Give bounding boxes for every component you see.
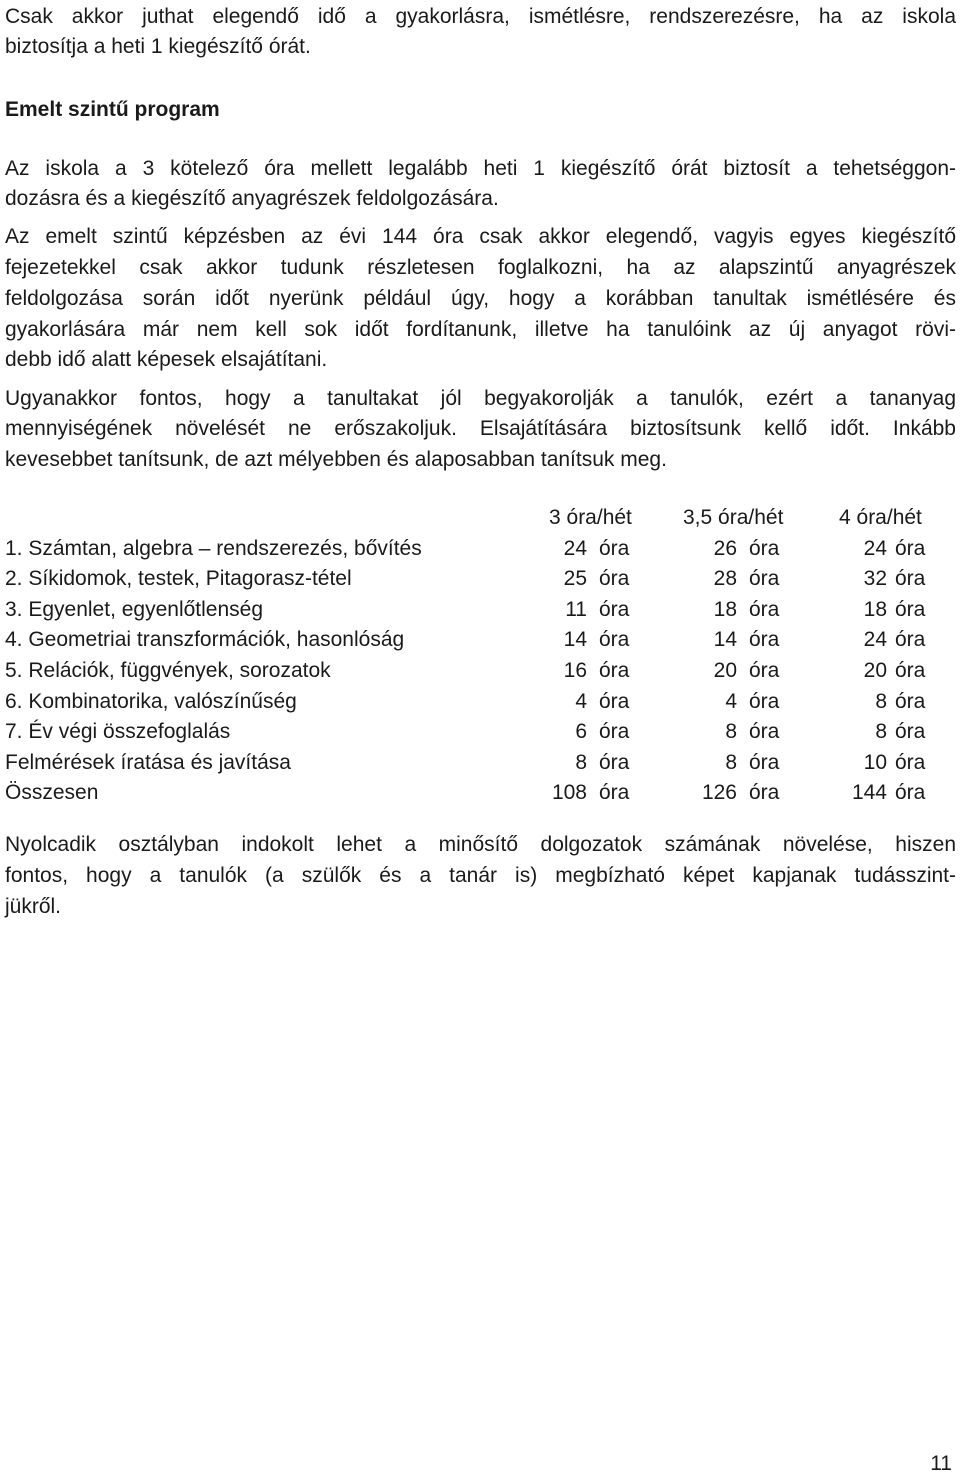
row-label: 7. Év végi összefoglalás <box>5 720 231 744</box>
table-row <box>5 748 930 779</box>
para2-line-4: gyakorlására már nem kell sok időt fordítanunk, illetve ha tanulóink az új anyagot rövi- <box>5 318 956 341</box>
para3-line-2: mennyiségének növelését ne erőszakoljuk. Elsajátítására biztosítsunk kellő időt. Inkább <box>5 417 956 440</box>
para4-line-3: jükről. <box>5 895 62 918</box>
table-row <box>5 534 930 565</box>
unit: óra <box>749 689 780 713</box>
para2-line-1: Az emelt szintű képzésben az évi 144 óra csak akkor elegendő, vagyis egyes kiegészítő <box>5 225 956 248</box>
para2-line-3: feldolgozása során időt nyerünk például úgy, hogy a korábban tanultak ismétlésére és <box>5 287 956 310</box>
unit: óra <box>599 567 630 591</box>
unit: óra <box>749 750 780 774</box>
para2-line-5: debb idő alatt képesek elsajátítani. <box>5 348 328 371</box>
table-row <box>5 687 930 718</box>
unit: óra <box>749 567 780 591</box>
column-header-3-hours: 3 óra/hét <box>549 506 632 529</box>
hours-4: 24 <box>863 536 887 560</box>
page-number: 11 <box>930 1452 952 1475</box>
hours-3-5: 18 <box>713 597 737 621</box>
hours-3: 14 <box>563 628 587 652</box>
hours-4: 144 <box>851 781 887 805</box>
unit: óra <box>895 689 926 713</box>
unit: óra <box>895 567 926 591</box>
hours-3: 4 <box>575 689 587 713</box>
hours-3-5: 28 <box>713 567 737 591</box>
intro-line-2: biztosítja a heti 1 kiegészítő órát. <box>5 35 311 58</box>
unit: óra <box>895 720 926 744</box>
row-label: 3. Egyenlet, egyenlőtlenség <box>5 597 264 621</box>
unit: óra <box>749 658 780 682</box>
unit: óra <box>599 628 630 652</box>
table-row <box>5 717 930 748</box>
hours-4: 20 <box>863 658 887 682</box>
hours-3-5: 20 <box>713 658 737 682</box>
hours-3: 25 <box>563 567 587 591</box>
hours-3: 6 <box>575 720 587 744</box>
unit: óra <box>749 628 780 652</box>
row-label: 2. Síkidomok, testek, Pitagorasz-tétel <box>5 567 352 591</box>
unit: óra <box>895 628 926 652</box>
unit: óra <box>599 536 630 560</box>
table-row <box>5 595 930 626</box>
para1-line-2: dozásra és a kiegészítő anyagrészek feldolgozására. <box>5 187 499 210</box>
hours-3: 24 <box>563 536 587 560</box>
hours-4: 18 <box>863 597 887 621</box>
unit: óra <box>749 720 780 744</box>
unit: óra <box>895 597 926 621</box>
hours-3-5: 126 <box>701 781 737 805</box>
unit: óra <box>749 781 780 805</box>
hours-4: 8 <box>875 720 887 744</box>
unit: óra <box>599 597 630 621</box>
para4-line-2: fontos, hogy a tanulók (a szülők és a tanár is) megbízható képet kapjanak tudásszint- <box>5 864 956 887</box>
unit: óra <box>599 658 630 682</box>
hours-4: 10 <box>863 750 887 774</box>
unit: óra <box>895 781 926 805</box>
row-label: Felmérések íratása és javítása <box>5 750 291 774</box>
unit: óra <box>749 536 780 560</box>
intro-line-1: Csak akkor juthat elegendő idő a gyakorlásra, ismétlésre, rendszerezésre, ha az iskola <box>5 5 956 28</box>
section-heading: Emelt szintű program <box>5 98 220 121</box>
hours-3-5: 4 <box>725 689 737 713</box>
hours-3: 8 <box>575 750 587 774</box>
table-row <box>5 656 930 687</box>
hours-3-5: 14 <box>713 628 737 652</box>
row-label: 1. Számtan, algebra – rendszerezés, bővítés <box>5 536 422 560</box>
unit: óra <box>895 536 926 560</box>
unit: óra <box>895 750 926 774</box>
para2-line-2: fejezetekkel csak akkor tudunk részletesen foglalkozni, ha az alapszintű anyagrészek <box>5 256 956 279</box>
unit: óra <box>749 597 780 621</box>
para3-line-3: kevesebbet tanítsunk, de azt mélyebben és alaposabban tanítsuk meg. <box>5 448 667 471</box>
row-label: 5. Relációk, függvények, sorozatok <box>5 658 331 682</box>
hours-4: 24 <box>863 628 887 652</box>
para3-line-1: Ugyanakkor fontos, hogy a tanultakat jól begyakorolják a tanulók, ezért a tananyag <box>5 387 956 410</box>
unit: óra <box>599 689 630 713</box>
table-row <box>5 564 930 595</box>
hours-3-5: 8 <box>725 720 737 744</box>
row-label: 6. Kombinatorika, valószínűség <box>5 689 297 713</box>
unit: óra <box>895 658 926 682</box>
column-header-3-5-hours: 3,5 óra/hét <box>683 506 784 529</box>
unit: óra <box>599 720 630 744</box>
unit: óra <box>599 750 630 774</box>
para1-line-1: Az iskola a 3 kötelező óra mellett legalább heti 1 kiegészítő órát biztosít a tehetséggon- <box>5 157 956 180</box>
hours-3-5: 8 <box>725 750 737 774</box>
hours-table <box>5 503 930 809</box>
hours-3-5: 26 <box>713 536 737 560</box>
unit: óra <box>599 781 630 805</box>
row-label: Összesen <box>5 781 99 805</box>
para4-line-1: Nyolcadik osztályban indokolt lehet a minősítő dolgozatok számának növelése, hiszen <box>5 833 956 856</box>
hours-4: 8 <box>875 689 887 713</box>
table-total-row <box>5 778 930 809</box>
column-header-4-hours: 4 óra/hét <box>839 506 922 529</box>
table-header-row <box>5 503 930 534</box>
hours-3: 16 <box>563 658 587 682</box>
table-row <box>5 625 930 656</box>
hours-3: 108 <box>551 781 587 805</box>
hours-3: 11 <box>565 597 587 621</box>
hours-4: 32 <box>863 567 887 591</box>
row-label: 4. Geometriai transzformációk, hasonlóság <box>5 628 405 652</box>
